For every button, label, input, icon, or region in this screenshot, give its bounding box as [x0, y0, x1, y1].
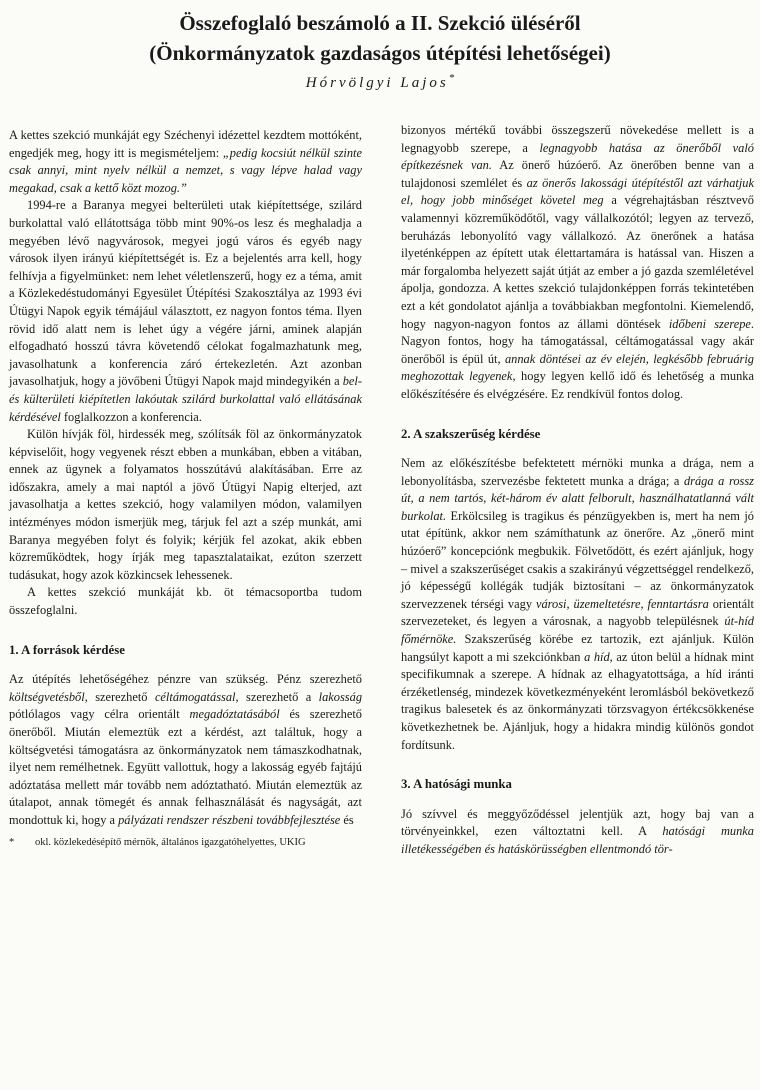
body-text: , szerezhető [84, 689, 155, 704]
emphasis-text: céltámogatással [154, 689, 236, 704]
emphasis-text: hatósági munka illetékességében és hatáskörüsségben ellentmondó tör- [401, 824, 754, 856]
left-paragraph-3 [9, 426, 362, 584]
emphasis-text: drága a rossz út, a nem tartós, két-három év alatt felborult, használhatatlanná vált burkolat. [401, 473, 754, 523]
body-text: 1994-re a Baranya megyei belterületi utak kiépítettsége, szilárd burkolattal való ellátottsága több mint 90%-os lesz és meghaladja a megyében lévő nagyvárosok, megyei jogú város és egyéb nagy városok ilyen irányú kiépítettségét is. Ez a bejelentés arra kell, hogy felhívja a figyelmünket: nem lehet véletlenszerű, hogy ez a téma, amit a Közlekedéstudományi Egyesület Útépítési Szakosztálya az 1993 évi Útügyi Napok egyik témájául választott, ez nagyon fontos téma. Ilyen rövid idő alatt nem is lehet úgy a végére járni, aminek alapján elfogadható hosszú távra követendő célokat fogalmazhatunk meg, javasolhatunk a konferencia záró értekezletén. Azt azonban javasolhatjuk, hogy a jövőbeni Útügyi Napok majd mindegyikén a [9, 198, 362, 389]
section-heading-1: 1. A források kérdése [9, 642, 125, 657]
author-footnote-mark: * [448, 72, 455, 84]
footnote-text: okl. közlekedésépítő mérnök, általános igazgatóhelyettes, UKIG [35, 836, 306, 848]
body-text: Az útépítés lehetőségéhez pénzre van szükség. Pénz szerezhető [9, 672, 362, 687]
body-text: , szerezhető a [235, 689, 319, 704]
emphasis-text: városi, üzemeltetésre, fenntartásra [535, 596, 709, 611]
right-paragraph-2 [401, 455, 754, 754]
emphasis-text: annak döntései az év elején, legkésőbb februárig meghozottak legyenek [401, 351, 754, 384]
body-text: A kettes szekció munkáját kb. öt témacsoportba tudom összefoglalni. [9, 585, 362, 618]
emphasis-text: a híd [584, 649, 610, 664]
emphasis-text: pályázati rendszer részbeni továbbfejlesztése [118, 812, 341, 827]
body-text: Szakszerűség körébe ez tartozik, ezt ajánljuk. Külön hangsúlyt kapott a mi szekciónkban [401, 632, 754, 664]
emphasis-text: bel-és külterületi kiépítetlen lakóutak szilárd burkolattal való ellátásának kérdésével [9, 374, 362, 424]
emphasis-text: „pedig kocsiút nélkül szinte csak annyi, mint nyelv nélkül a nemzet, s vagy lépve halad vagy megakad, csak a kettő közt mozog.” [9, 145, 362, 195]
section-heading-2: 2. A szakszerűség kérdése [401, 426, 541, 441]
footnote [9, 836, 362, 850]
author-name: Hórvölgyi Lajos [305, 75, 449, 91]
emphasis-text: legnagyobb hatása az önerőből való építkezésnek van. [401, 140, 754, 173]
body-text: , az úton belül a hídnak mint specifikumnak a szerepe. A hídnak az elhagyatottsága, a híd iránti érzéketlenség, mindezek következményeként leromlásból bekövetkező tragikus balesetek és az önkormányzati törzsvagyon értékcsökkenése következhetnek be. Ajánljuk, hogy a hidakra mindig különös gondot fordítsunk. [401, 649, 754, 752]
right-column [401, 122, 754, 859]
footnote-mark: * [9, 836, 15, 848]
emphasis-text: az önerős lakossági útépítéstől azt várhatjuk el, hogy jobb minőséget követel meg [401, 175, 755, 208]
body-text: Nem az előkészítésbe befektetett mérnöki munka a drága, nem a lebonyolításba, szervezésbe fektetett munka a drága; a [401, 456, 754, 488]
body-text: és [340, 812, 354, 827]
article-title [0, 8, 760, 68]
body-text: pótlólagos vagy célra orientált [9, 707, 190, 722]
body-text: orientált szervezeteket, és legyen a városnak, a nagyobb településnek [401, 596, 755, 629]
emphasis-text: lakosság [318, 689, 363, 704]
body-text: . Nagyon fontos, hogy ha támogatással, céltámogatással vagy akár önerőből is épül út, [401, 316, 755, 366]
author-line [0, 72, 760, 92]
body-text: foglalkozzon a konferencia. [60, 409, 202, 424]
right-paragraph-1 [401, 122, 754, 404]
emphasis-text: út-híd főmérnöke. [401, 614, 754, 647]
body-text: Erkölcsileg is tragikus és pénzügyekben is, mert ha nem jó utat építünk, akkor nem számíthatunk az önerőre. Az „önerő mint húzóerő” koncepciónk megbukik. Fölvetődött, és ezért ajánljuk, hogy – mivel a szakszerűséget csakis a szakirányú végzettséggel rendelkező, jó képességű kollégák tudják biztosítani – az önkormányzatok szervezzenek térségi vagy [401, 508, 754, 611]
body-text: Külön hívják föl, hirdessék meg, szólítsák föl az önkormányzatok képviselőit, hogy vegyenek részt ebben a munkában, ebben a vitában, ennek az ügynek a folyamatos hosszútávú alakításában. Erre az időszakra, amely a mai naptól a jövő Útügyi Napig elterjed, azt javasolhatja a kettes szekció, hogy valamilyen módon, valamilyen intézményes módon ismerjük meg, tárjuk fel azt a szép munkát, ami Baranya megyében folyt és folyik; kérjük fel azokat, akik ebben közreműködtek, hogy írják meg tapasztalataikat, ezúton szerzett tudásukat, hogy azok közkincsek lehessenek. [9, 427, 362, 582]
section-heading-3: 3. A hatósági munka [401, 777, 512, 792]
emphasis-text: megadóztatásából [189, 707, 280, 722]
body-text: Jó szívvel és meggyőződéssel jelentjük azt, hogy baj van a törvényeinkkel, ezen változtatni kell. A [401, 806, 754, 839]
body-text: és szerezhető önerőből. Miután elemeztük ezt a kérdést, azt találtuk, hogy a költségvetési támogatásra az önkormányzatok nem támaszkodhatnak, ilyet nem remélhetnek. Együtt vallottuk, hogy a lakosság egyéb fajtájú adóztatása mellett már tovább nem adóztatható. Miután elemeztük az útalapot, annak tömegét és annak felhasználását és nagyságát, azt mondottuk ki, hogy a [9, 707, 362, 827]
body-text: a végrehajtásban résztvevő valamennyi közreműködőtől, vagy vállalkozótól; legyen az tervező, beruházás lebonyolító vagy vállalkozó. Az önerőnek a hatása ilyeténképpen az épített utak élettartamára is hatással van. Hiszen a már forgalomba helyezett saját útját az ember a jó gazda szemléletével ápolja, gondozza. A kettes szekció tulajdonképpen forrás tekintetében ezt a két gondolatot ajánlja a továbbiakban megfontolni. Kiemelendő, hogy nagyon-nagyon fontos az állami döntések [401, 193, 755, 331]
title-line-2: (Önkormányzatok gazdaságos útépítési lehetőségei) [149, 41, 611, 65]
article-header [0, 8, 760, 92]
body-text: A kettes szekció munkáját egy Széchenyi idézettel kezdtem mottóként, engedjék meg, hogy itt is megismételjem: [9, 128, 362, 160]
left-paragraph-4 [9, 584, 362, 619]
left-column [9, 127, 362, 850]
right-paragraph-3 [401, 806, 754, 859]
body-text: Az önerő húzóerő. Az önerőben benne van a tulajdonosi szemlélet és [401, 158, 754, 190]
emphasis-text: költségvetésből [9, 689, 85, 704]
body-text: , hogy legyen kellő idő és lehetőség a munka előkészítésére és elvégzésére. Ez rendkívül fontos dolog. [401, 369, 755, 401]
left-paragraph-2 [9, 197, 362, 426]
title-line-1: Összefoglaló beszámoló a II. Szekció üléséről [179, 11, 581, 35]
body-text: bizonyos mértékű további összegszerű növekedése mellett is a legnagyobb szerepe, a [401, 123, 754, 155]
left-paragraph-1 [9, 127, 362, 197]
left-paragraph-5 [9, 671, 362, 829]
emphasis-text: időbeni szerepe [668, 316, 751, 331]
